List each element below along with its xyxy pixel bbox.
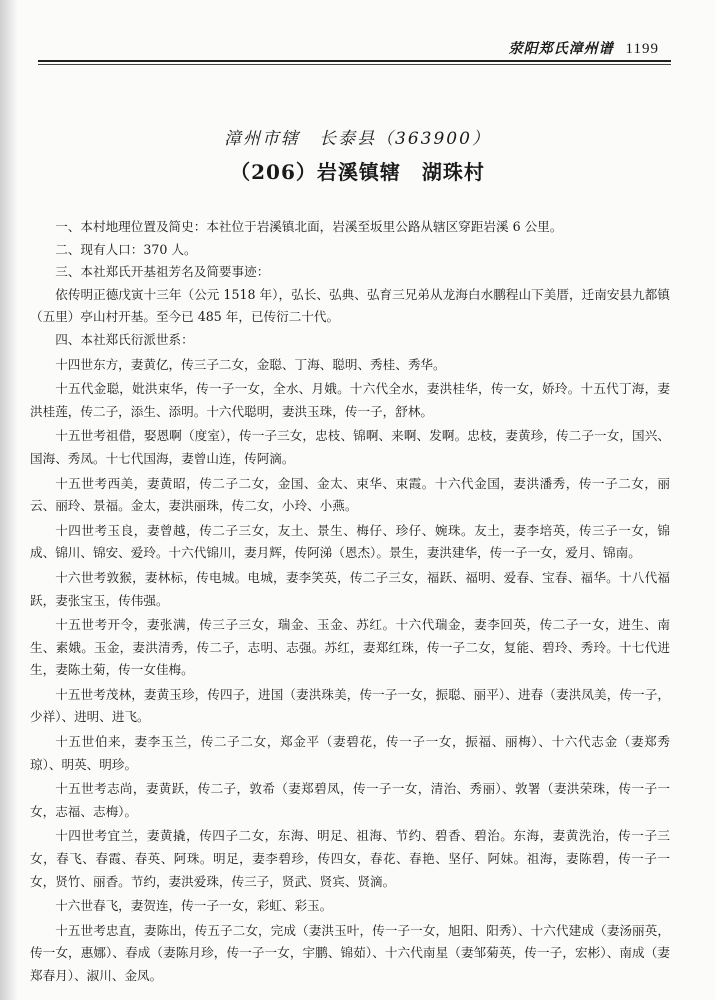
page-number: 1199: [625, 41, 659, 57]
lineage-entry: 十五世考开令，妻张满，传三子三女，瑞金、玉金、苏红。十六代瑞金，妻李回英，传二子一女，进生、南生、素娥。玉金，妻洪清秀，传二子，志明、志强。苏红，妻郑红珠，传一子二女，复能、碧玲、秀玲。十七代进生，妻陈土菊，传一女佳梅。: [30, 617, 670, 678]
scan-spine-shadow: [0, 0, 18, 1000]
lineage-entry: 十五世考忠直，妻陈出，传五子二女，完成（妻洪玉叶，传一子一女，旭阳、阳秀）、十六代建成（妻汤丽英，传一女，惠娜）、春成（妻陈月珍，传一子一女，宇鹏、锦茹）、十六代南星（妻邹菊英，传一子，宏彬）、南成（妻郑春月）、淑川、金凤。: [30, 922, 670, 983]
lineage-entry: 十六世考敦猴，妻林标，传电城。电城，妻李笑英，传二子三女，福跃、福明、爱春、宝春、福华。十八代福跃，妻张宝玉，传伟强。: [30, 569, 670, 608]
village-title: （206）岩溪镇辖 湖珠村: [230, 160, 485, 184]
paragraph-population: 二、现有人口：370 人。: [55, 241, 197, 257]
lineage-entry: 十四世考玉良，妻曾越，传二子三女，友土、景生、梅仔、珍仔、婉珠。友土，妻李培英，传三子一女，锦成、锦川、锦安、爱玲。十六代锦川，妻月辉，传阿涕（恩杰）。景生，妻洪建华，传一子一女，爱月、锦南。: [30, 522, 670, 561]
lineage-entry: 十五代金聪，妣洪束华，传一子一女，全水、月娥。十六代全水，妻洪桂华，传一女，娇玲。十五代丁海，妻洪桂莲，传二子，添生、添明。十六代聪明，妻洪玉珠，传一子，舒林。: [30, 381, 670, 419]
paragraph-lineage-heading: 四、本社郑氏衍派世系：: [55, 331, 194, 347]
running-header: [509, 38, 659, 58]
lineage-entry: 十五世伯来，妻李玉兰，传二子二女，郑金平（妻碧花，传一子一女，振福、丽梅）、十六代志金（妻郑秀琼）、明英、明珍。: [30, 734, 670, 772]
header-rule-thin: [38, 64, 671, 65]
body-text: [30, 216, 670, 988]
lineage-entry: 十五世考茂林，妻黄玉珍，传四子，进国（妻洪珠美，传一子一女，振聪、丽平）、进春（妻洪凤美，传一子，少祥）、进明、进飞。: [30, 686, 670, 725]
paragraph-founder-history: 依传明正德戊寅十三年（公元 1518 年），弘长、弘典、弘育三兄弟从龙海白水鹏程山下美厝，迁南安县九都镇（五里）亭山村开基。至今已 485 年，已传衍二十代。: [30, 286, 670, 325]
lineage-entry: 十四世东方，妻黄亿，传三子二女，金聪、丁海、聪明、秀桂、秀华。: [55, 356, 446, 372]
lineage-entry: 十五世考祖借，娶恩啊（度室），传一子三女，忠枝、锦啊、来啊、发啊。忠枝，妻黄珍，传二子一女，国兴、国海、秀凤。十七代国海，妻曾山连，传阿滴。: [30, 428, 670, 466]
lineage-entry: 十五世考志尚，妻黄跃，传二子，敦希（妻郑碧凤，传一子一女，清治、秀丽）、敦署（妻洪荣珠，传一子一女，志福、志梅）。: [30, 781, 670, 819]
lineage-entry: 十五世考西美，妻黄昭，传二子二女，金国、金太、束华、束霞。十六代金国，妻洪潘秀，传一子二女，丽云、丽玲、景福。金太，妻洪丽珠，传二女，小玲、小燕。: [30, 475, 670, 514]
paragraph-founder-heading: 三、本社郑氏开基祖芳名及简要事迹：: [55, 264, 270, 280]
header-rule: [38, 60, 671, 62]
lineage-entry: 十六世春飞，妻贺连，传一子一女，彩虹、彩玉。: [55, 898, 333, 914]
book-title: 荥阳郑氏漳州谱: [508, 41, 614, 57]
lineage-entry: 十四世考宜兰，妻黄撬，传四子二女，东海、明足、祖海、节约、碧香、碧治。东海，妻黄洗治，传一子三女，春飞、春霞、春英、阿珠。明足，妻李碧珍，传四女，春花、春艳、坚仔、阿妹。祖海，妻陈碧，传一子一女，贤竹、丽香。节约，妻洪爱珠，传三子，贤武、贤宾、贤滴。: [30, 828, 670, 889]
paragraph-location: 一、本村地理位置及简史：本社位于岩溪镇北面，岩溪至坂里公路从辖区穿距岩溪 6 公里。: [55, 219, 563, 234]
region-title: 漳州市辖 长泰县（363900）: [224, 129, 491, 149]
